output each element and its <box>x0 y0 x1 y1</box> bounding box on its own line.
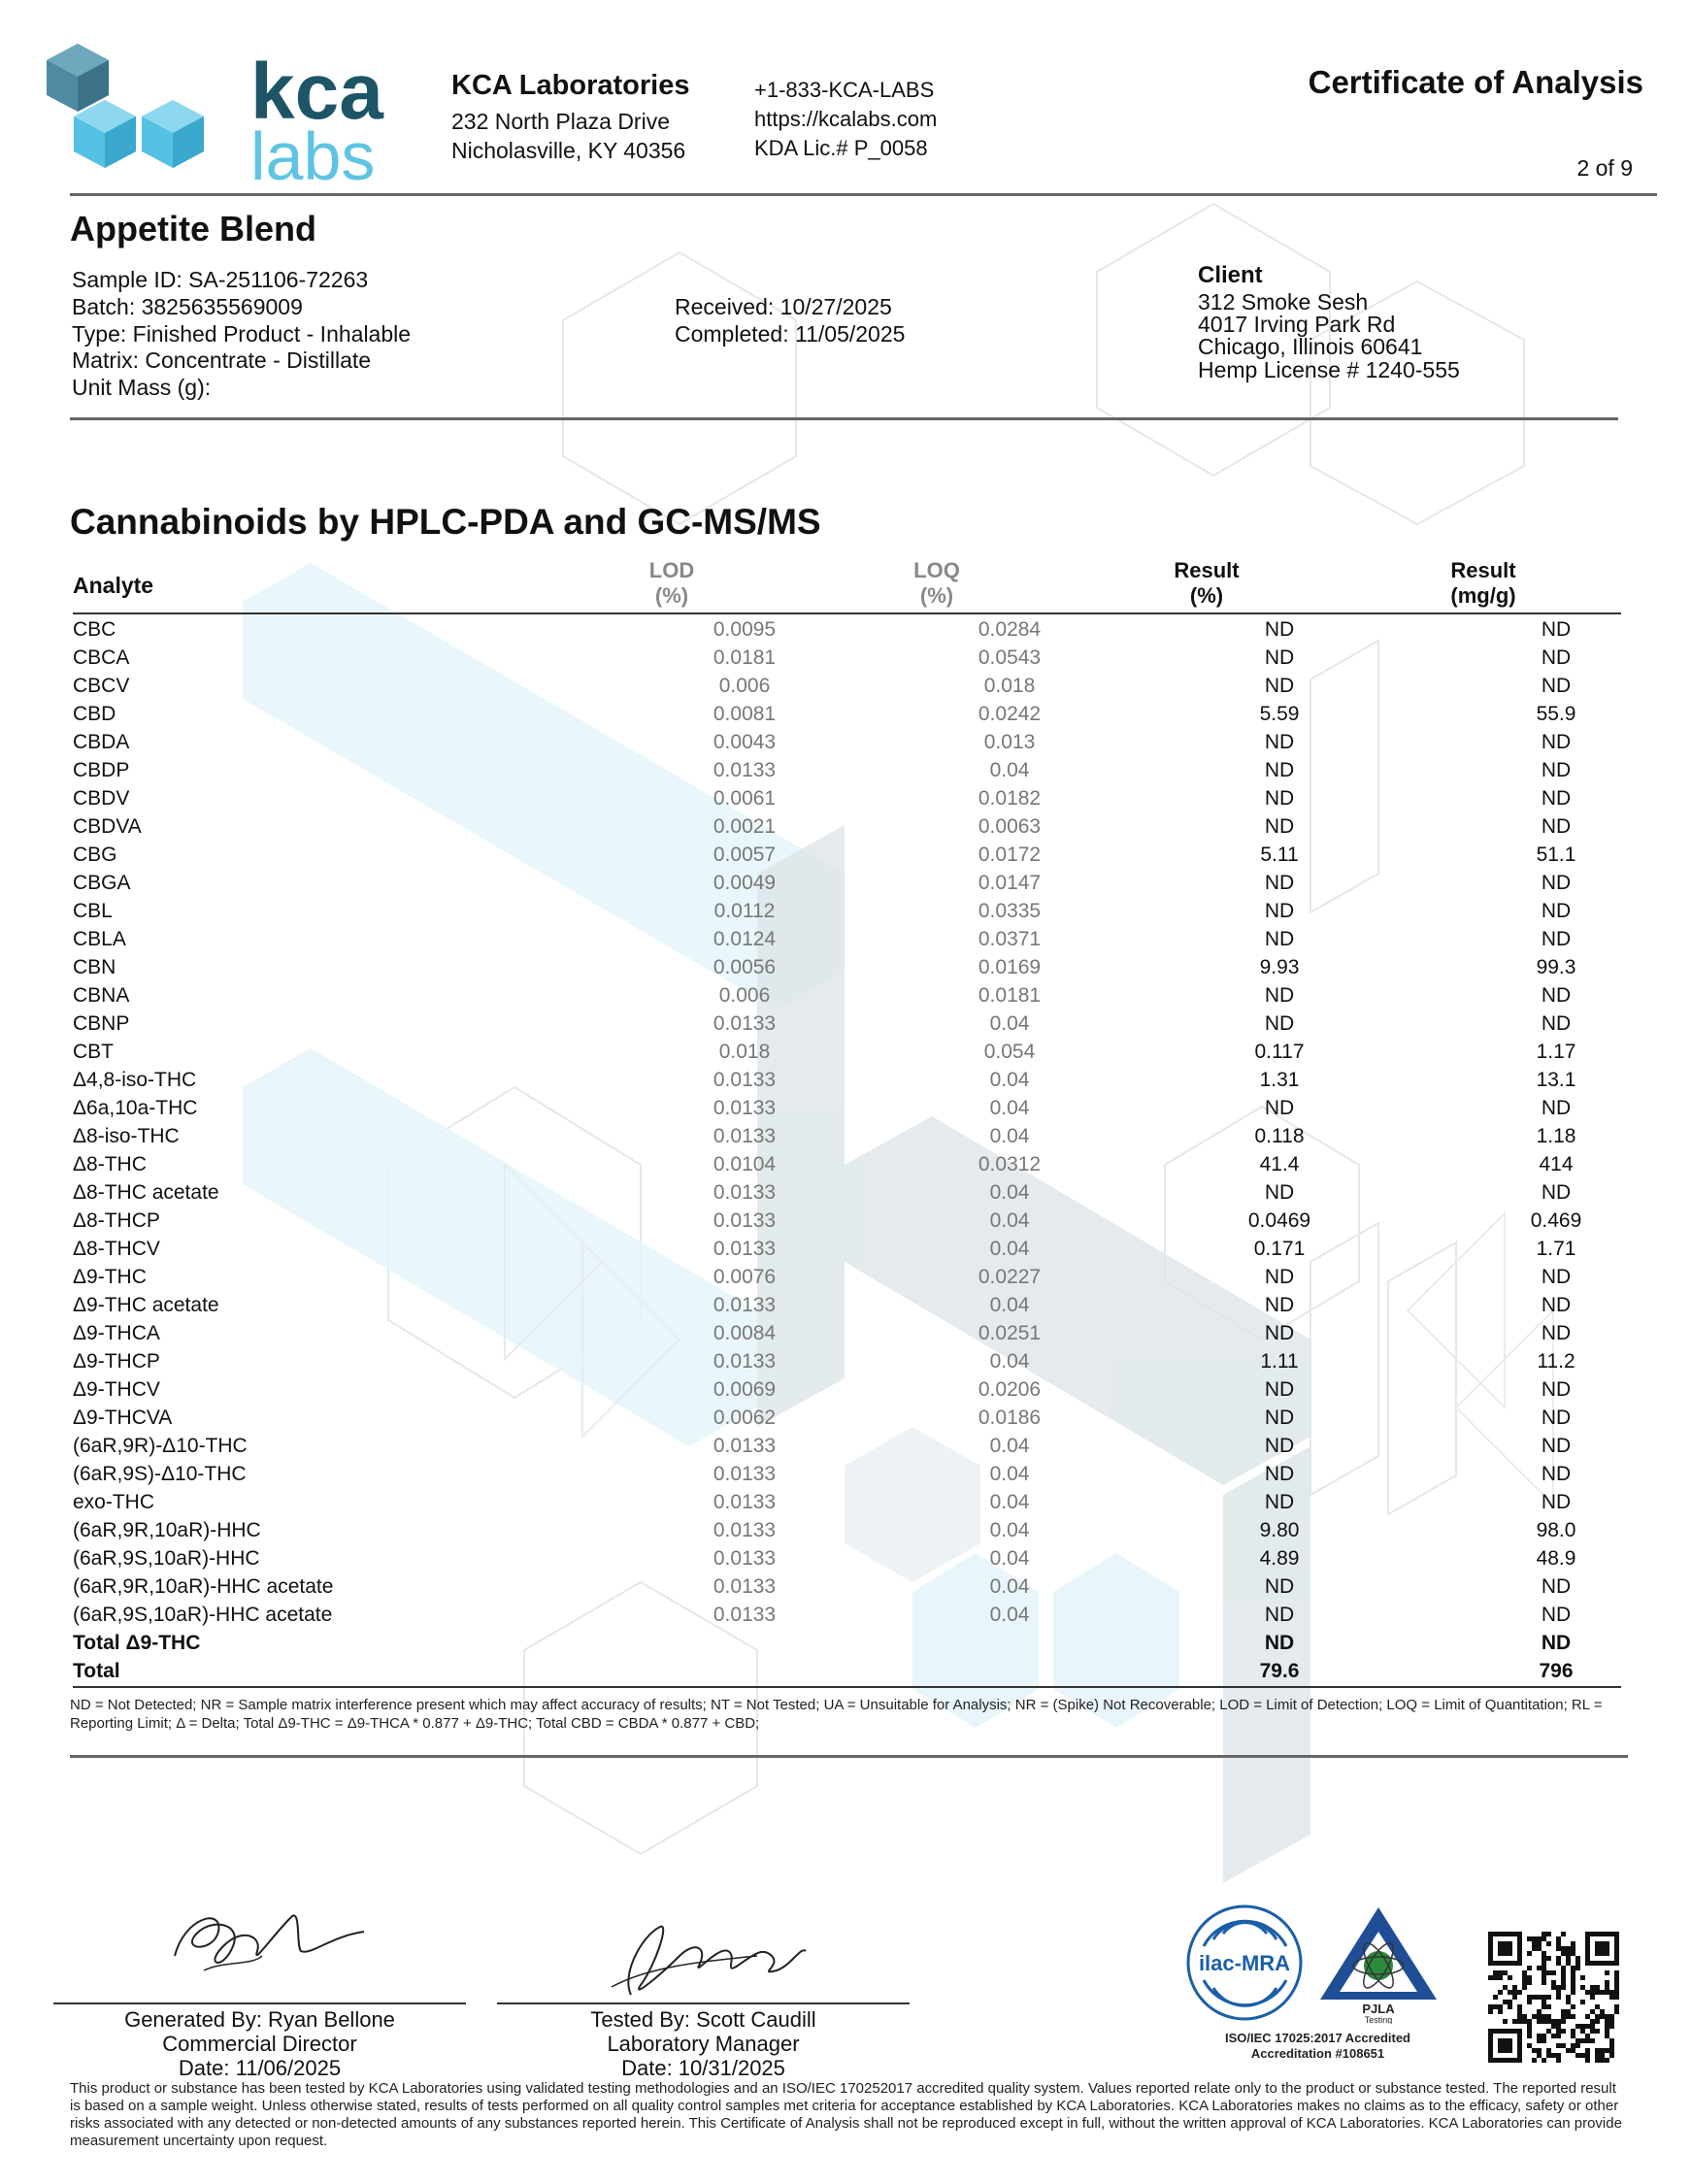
result-pct-cell: 9.93 <box>1259 956 1300 978</box>
total-result-pct-cell: ND <box>1264 1632 1295 1654</box>
loq-cell: 0.04 <box>989 1491 1030 1513</box>
result-mg-cell: ND <box>1541 1012 1572 1035</box>
analyte-cell: Δ8-THC <box>73 1153 147 1175</box>
table-row <box>73 984 1621 1012</box>
client-license: Hemp License # 1240-555 <box>1198 357 1460 382</box>
analyte-cell: CBNP <box>73 1012 130 1035</box>
result-mg-cell: ND <box>1541 1378 1572 1401</box>
client-heading: Client <box>1198 262 1263 288</box>
result-pct-cell: ND <box>1264 1435 1295 1457</box>
analyte-cell: CBT <box>73 1041 114 1063</box>
logo-text-labs: labs <box>250 118 376 184</box>
result-mg-cell: ND <box>1541 1322 1572 1344</box>
loq-cell: 0.04 <box>989 1209 1030 1232</box>
table-row <box>73 759 1621 787</box>
result-pct-cell: ND <box>1264 872 1295 894</box>
lod-cell: 0.0133 <box>713 1069 777 1091</box>
loq-cell: 0.0206 <box>978 1378 1042 1401</box>
result-pct-cell: ND <box>1264 1181 1295 1204</box>
lod-cell: 0.0133 <box>713 1012 777 1035</box>
table-row <box>73 1322 1621 1350</box>
result-pct-cell: ND <box>1264 900 1295 922</box>
loq-cell: 0.0284 <box>978 618 1042 641</box>
result-pct-cell: ND <box>1264 1012 1295 1035</box>
table-row <box>73 1294 1621 1322</box>
loq-cell: 0.0242 <box>978 703 1042 725</box>
result-pct-cell: ND <box>1264 1378 1295 1401</box>
result-mg-cell: ND <box>1541 759 1572 781</box>
result-pct-cell: 0.0469 <box>1247 1209 1311 1232</box>
table-row <box>73 844 1621 872</box>
lod-cell: 0.0133 <box>713 1125 777 1147</box>
qr-code[interactable] <box>1488 1932 1619 2063</box>
analyte-cell: CBLA <box>73 928 126 950</box>
page-number: 2 of 9 <box>1576 155 1633 181</box>
lab-website-link[interactable]: https://kcalabs.com <box>754 107 938 131</box>
signer-1-block <box>53 2007 466 2080</box>
table-row <box>73 675 1621 703</box>
table-row <box>73 646 1621 675</box>
table-row <box>73 1435 1621 1463</box>
loq-cell: 0.04 <box>989 759 1030 781</box>
signer-1-title: Commercial Director <box>162 2032 357 2056</box>
table-row <box>73 1181 1621 1209</box>
loq-cell: 0.04 <box>989 1547 1030 1570</box>
signature-ryan-bellone <box>165 1898 369 1985</box>
lod-cell: 0.0112 <box>713 900 776 922</box>
table-row <box>73 1406 1621 1435</box>
lod-cell: 0.0133 <box>713 1181 777 1204</box>
result-pct-cell: ND <box>1264 984 1295 1007</box>
table-row <box>73 1153 1621 1181</box>
result-mg-cell: ND <box>1541 675 1572 697</box>
table-row <box>73 1012 1621 1041</box>
table-row <box>73 787 1621 815</box>
loq-cell: 0.0371 <box>978 928 1042 950</box>
result-pct-cell: 1.11 <box>1260 1350 1299 1373</box>
header-result-mg: Result (mg/g) <box>1450 558 1516 608</box>
lod-cell: 0.0084 <box>713 1322 777 1344</box>
lod-cell: 0.0133 <box>713 1209 777 1232</box>
total-analyte-cell: Total <box>73 1660 120 1682</box>
result-pct-cell: ND <box>1264 1575 1295 1598</box>
loq-cell: 0.054 <box>983 1041 1036 1063</box>
table-row <box>73 1604 1621 1632</box>
result-mg-cell: 51.1 <box>1536 844 1576 866</box>
result-pct-cell: ND <box>1264 646 1295 669</box>
sample-id: Sample ID: SA-251106-72263 <box>72 267 369 292</box>
analyte-cell: CBNA <box>73 984 130 1007</box>
result-pct-cell: ND <box>1264 787 1295 810</box>
result-mg-cell: ND <box>1541 815 1572 838</box>
result-pct-cell: ND <box>1264 1406 1295 1429</box>
table-row <box>73 1350 1621 1378</box>
loq-cell: 0.013 <box>983 731 1036 753</box>
lod-cell: 0.0133 <box>713 1097 777 1119</box>
loq-cell: 0.04 <box>989 1069 1030 1091</box>
result-pct-cell: ND <box>1264 1463 1295 1485</box>
analyte-cell: exo-THC <box>73 1491 155 1513</box>
total-result-pct-cell: 79.6 <box>1259 1660 1300 1682</box>
result-pct-cell: 41.4 <box>1259 1153 1300 1175</box>
sample-matrix: Matrix: Concentrate - Distillate <box>72 347 372 373</box>
result-mg-cell: ND <box>1541 1266 1572 1288</box>
lod-cell: 0.0133 <box>713 1350 777 1373</box>
received-date: Received: 10/27/2025 <box>675 294 892 319</box>
kca-labs-logo <box>47 39 415 184</box>
footnote-divider <box>70 1755 1628 1758</box>
total-result-mg-cell: ND <box>1541 1632 1572 1654</box>
signer-1-date: Date: 11/06/2025 <box>178 2056 342 2080</box>
analyte-cell: Δ9-THCA <box>73 1322 160 1344</box>
result-pct-cell: 5.59 <box>1259 703 1300 725</box>
result-pct-cell: 4.89 <box>1259 1547 1300 1570</box>
result-mg-cell: ND <box>1541 1491 1572 1513</box>
loq-cell: 0.04 <box>989 1435 1030 1457</box>
signer-2-date: Date: 10/31/2025 <box>621 2056 785 2080</box>
result-pct-cell: ND <box>1264 1491 1295 1513</box>
result-pct-cell: ND <box>1264 1294 1295 1316</box>
logo-text-kca: kca <box>250 48 383 136</box>
analyte-cell: Δ8-THCP <box>73 1209 160 1232</box>
result-mg-cell: ND <box>1541 1604 1572 1626</box>
product-name: Appetite Blend <box>70 209 317 248</box>
loq-cell: 0.018 <box>983 675 1036 697</box>
analyte-cell: (6aR,9R,10aR)-HHC <box>73 1519 261 1541</box>
result-pct-cell: 9.80 <box>1259 1519 1300 1541</box>
lod-cell: 0.006 <box>718 984 771 1007</box>
table-row <box>73 731 1621 759</box>
total-result-mg-cell: 796 <box>1539 1660 1574 1682</box>
lod-cell: 0.0133 <box>713 1519 777 1541</box>
result-mg-cell: ND <box>1541 1575 1572 1598</box>
lod-cell: 0.0133 <box>713 1604 777 1626</box>
loq-cell: 0.04 <box>989 1294 1030 1316</box>
analyte-cell: Δ6a,10a-THC <box>73 1097 198 1119</box>
result-mg-cell: 48.9 <box>1536 1547 1576 1570</box>
result-mg-cell: ND <box>1541 928 1572 950</box>
loq-cell: 0.04 <box>989 1012 1030 1035</box>
lab-name: KCA Laboratories <box>451 70 690 101</box>
lod-cell: 0.0181 <box>713 646 777 669</box>
loq-cell: 0.0335 <box>978 900 1042 922</box>
analyte-cell: Δ9-THCVA <box>73 1406 173 1429</box>
lod-cell: 0.006 <box>718 675 771 697</box>
result-pct-cell: ND <box>1264 731 1295 753</box>
result-mg-cell: ND <box>1541 618 1572 641</box>
result-pct-cell: ND <box>1264 1266 1295 1288</box>
analyte-cell: CBDA <box>73 731 130 753</box>
table-row <box>73 1491 1621 1519</box>
table-row <box>73 928 1621 956</box>
lod-cell: 0.0049 <box>713 872 777 894</box>
result-pct-cell: ND <box>1264 1097 1295 1119</box>
lod-cell: 0.0133 <box>713 1294 777 1316</box>
pjla-badge <box>1315 1903 1442 2024</box>
table-row <box>73 703 1621 731</box>
result-mg-cell: 55.9 <box>1536 703 1576 725</box>
result-mg-cell: ND <box>1541 1294 1572 1316</box>
loq-cell: 0.0543 <box>978 646 1042 669</box>
lod-cell: 0.0133 <box>713 1547 777 1570</box>
loq-cell: 0.04 <box>989 1463 1030 1485</box>
result-mg-cell: ND <box>1541 731 1572 753</box>
lod-cell: 0.0133 <box>713 1238 777 1260</box>
loq-cell: 0.0251 <box>978 1322 1042 1344</box>
result-mg-cell: ND <box>1541 1181 1572 1204</box>
analyte-cell: CBCA <box>73 646 130 669</box>
analyte-cell: CBDP <box>73 759 130 781</box>
loq-cell: 0.04 <box>989 1575 1030 1598</box>
footnote: ND = Not Detected; NR = Sample matrix interference present which may affect accuracy of results; NT = Not Tested; UA = Unsuitable for Analysis; NR = (Spike) Not Recoverable; LOD = Limit of Detection; LOQ = Limit of Quantitation; RL = Reporting Limit; Δ = Delta; Total Δ9-THC = Δ9-THCA * 0.877 + Δ9-THC; Total CBD = CBDA * 0.877 + CBD; <box>70 1697 1603 1732</box>
analyte-cell: CBDVA <box>73 815 142 838</box>
total-row <box>73 1660 1621 1688</box>
analyte-cell: Δ9-THC acetate <box>73 1294 219 1316</box>
analyte-cell: Δ8-THC acetate <box>73 1181 219 1204</box>
lod-cell: 0.0021 <box>713 815 777 838</box>
header-divider <box>70 193 1657 196</box>
result-pct-cell: ND <box>1264 928 1295 950</box>
lab-address-line1: 232 North Plaza Drive <box>451 109 670 134</box>
lod-cell: 0.0057 <box>713 844 777 866</box>
table-row <box>73 618 1621 646</box>
loq-cell: 0.04 <box>989 1604 1030 1626</box>
analyte-cell: (6aR,9S,10aR)-HHC <box>73 1547 260 1570</box>
ilac-mra-badge <box>1184 1903 1306 2024</box>
lod-cell: 0.0069 <box>713 1378 777 1401</box>
loq-cell: 0.04 <box>989 1097 1030 1119</box>
result-mg-cell: 1.71 <box>1536 1238 1576 1260</box>
result-mg-cell: 98.0 <box>1536 1519 1576 1541</box>
analyte-cell: Δ9-THCP <box>73 1350 160 1373</box>
loq-cell: 0.0169 <box>978 956 1042 978</box>
lod-cell: 0.0043 <box>713 731 777 753</box>
signature-line-1 <box>53 2002 466 2004</box>
lod-cell: 0.0095 <box>713 618 777 641</box>
result-pct-cell: ND <box>1264 1604 1295 1626</box>
analyte-cell: CBL <box>73 900 113 922</box>
result-pct-cell: ND <box>1264 815 1295 838</box>
loq-cell: 0.0063 <box>978 815 1042 838</box>
result-pct-cell: ND <box>1264 618 1295 641</box>
completed-date: Completed: 11/05/2025 <box>675 321 906 347</box>
result-mg-cell: 1.18 <box>1536 1125 1576 1147</box>
signer-2-block <box>497 2007 910 2080</box>
result-mg-cell: ND <box>1541 900 1572 922</box>
sample-type: Type: Finished Product - Inhalable <box>72 321 412 347</box>
info-divider <box>70 417 1618 420</box>
unit-mass: Unit Mass (g): <box>72 375 212 400</box>
result-mg-cell: ND <box>1541 1435 1572 1457</box>
loq-cell: 0.04 <box>989 1350 1030 1373</box>
result-mg-cell: ND <box>1541 787 1572 810</box>
svg-text:PJLA: PJLA <box>1362 2002 1395 2016</box>
table-row <box>73 1238 1621 1266</box>
header-analyte: Analyte <box>73 573 154 598</box>
loq-cell: 0.0182 <box>978 787 1042 810</box>
table-row <box>73 1266 1621 1294</box>
client-name: 312 Smoke Sesh <box>1198 289 1369 314</box>
total-row <box>73 1632 1621 1660</box>
analyte-cell: (6aR,9R)-Δ10-THC <box>73 1435 248 1457</box>
document-title: Certificate of Analysis <box>1308 64 1643 100</box>
loq-cell: 0.0227 <box>978 1266 1042 1288</box>
result-mg-cell: ND <box>1541 646 1572 669</box>
result-pct-cell: ND <box>1264 1322 1295 1344</box>
result-pct-cell: 1.31 <box>1259 1069 1300 1091</box>
header-loq: LOQ (%) <box>913 558 960 608</box>
result-mg-cell: 1.17 <box>1536 1041 1576 1063</box>
table-row <box>73 1378 1621 1406</box>
loq-cell: 0.04 <box>989 1181 1030 1204</box>
result-mg-cell: ND <box>1541 1463 1572 1485</box>
analyte-cell: CBGA <box>73 872 131 894</box>
svg-text:ilac-MRA: ilac-MRA <box>1198 1951 1291 1975</box>
signer-2-name: Tested By: Scott Caudill <box>590 2007 816 2032</box>
analyte-cell: (6aR,9R,10aR)-HHC acetate <box>73 1575 334 1598</box>
lod-cell: 0.0124 <box>713 928 777 950</box>
result-pct-cell: 0.171 <box>1253 1238 1306 1260</box>
lod-cell: 0.0056 <box>713 956 777 978</box>
result-pct-cell: ND <box>1264 759 1295 781</box>
table-row <box>73 1125 1621 1153</box>
result-mg-cell: 0.469 <box>1530 1209 1582 1232</box>
lod-cell: 0.0076 <box>713 1266 777 1288</box>
result-mg-cell: 13.1 <box>1536 1069 1576 1091</box>
svg-text:Testing: Testing <box>1364 2015 1393 2024</box>
client-street: 4017 Irving Park Rd <box>1198 312 1396 337</box>
table-row <box>73 956 1621 984</box>
signer-2-title: Laboratory Manager <box>607 2032 800 2056</box>
table-row <box>73 1209 1621 1238</box>
analyte-cell: CBDV <box>73 787 130 810</box>
loq-cell: 0.04 <box>989 1125 1030 1147</box>
iso-accreditation-text: ISO/IEC 17025:2017 Accredited Accreditation #108651 <box>1224 2031 1410 2061</box>
table-row <box>73 1463 1621 1491</box>
loq-cell: 0.0147 <box>978 872 1042 894</box>
result-mg-cell: ND <box>1541 1097 1572 1119</box>
client-city: Chicago, Illinois 60641 <box>1198 334 1423 359</box>
analyte-cell: (6aR,9S,10aR)-HHC acetate <box>73 1604 333 1626</box>
result-mg-cell: 11.2 <box>1537 1350 1575 1373</box>
signature-scott-caudill <box>602 1917 815 2004</box>
signature-line-2 <box>497 2002 910 2004</box>
result-mg-cell: ND <box>1541 984 1572 1007</box>
table-row <box>73 872 1621 900</box>
header-result-pct: Result (%) <box>1174 558 1240 608</box>
loq-cell: 0.04 <box>989 1519 1030 1541</box>
analyte-cell: (6aR,9S)-Δ10-THC <box>73 1463 247 1485</box>
lod-cell: 0.0133 <box>713 1463 777 1485</box>
result-mg-cell: ND <box>1541 1406 1572 1429</box>
analyte-cell: Δ9-THCV <box>73 1378 160 1401</box>
table-bottom-rule <box>73 1686 1621 1688</box>
analyte-cell: CBG <box>73 844 117 866</box>
lod-cell: 0.0133 <box>713 1575 777 1598</box>
batch-number: Batch: 3825635569009 <box>72 294 303 319</box>
lod-cell: 0.0133 <box>713 759 777 781</box>
lab-license: KDA Lic.# P_0058 <box>754 136 928 160</box>
table-row <box>73 1097 1621 1125</box>
table-row <box>73 1519 1621 1547</box>
header-lod: LOD (%) <box>648 558 695 608</box>
lod-cell: 0.0133 <box>713 1491 777 1513</box>
disclaimer: This product or substance has been tested by KCA Laboratories using validated testing methodologies and an ISO/IEC 170252017 accredited quality system. Values reported relate only to the product or substance tested. The reported result is based on a sample weight. Unless otherwise stated, results of tests performed on all quality control samples met criteria for acceptance established by KCA Laboratories. KCA Laboratories makes no claims as to the efficacy, safety or other risks associated with any detected or non-detected amounts of any substances reported herein. This Certificate of Analysis shall not be reproduced except in full, without the written approval of KCA Laboratories. KCA Laboratories can provide measurement uncertainty upon request. <box>70 2080 1622 2149</box>
analyte-cell: CBN <box>73 956 116 978</box>
loq-cell: 0.0172 <box>978 844 1042 866</box>
lod-cell: 0.0061 <box>713 787 777 810</box>
result-pct-cell: ND <box>1264 675 1295 697</box>
analyte-cell: CBD <box>73 703 116 725</box>
result-pct-cell: 0.118 <box>1254 1125 1305 1147</box>
table-row <box>73 1069 1621 1097</box>
result-pct-cell: 5.11 <box>1260 844 1299 866</box>
table-row <box>73 815 1621 844</box>
lod-cell: 0.0133 <box>713 1435 777 1457</box>
analyte-cell: Δ4,8-iso-THC <box>73 1069 197 1091</box>
loq-cell: 0.04 <box>989 1238 1030 1260</box>
analyte-cell: Δ9-THC <box>73 1266 147 1288</box>
result-mg-cell: ND <box>1541 872 1572 894</box>
result-mg-cell: 414 <box>1539 1153 1574 1175</box>
loq-cell: 0.0181 <box>978 984 1042 1007</box>
result-mg-cell: 99.3 <box>1536 956 1576 978</box>
analyte-cell: Δ8-iso-THC <box>73 1125 180 1147</box>
lod-cell: 0.018 <box>718 1041 771 1063</box>
table-header-rule <box>73 612 1621 614</box>
lod-cell: 0.0062 <box>713 1406 777 1429</box>
loq-cell: 0.0186 <box>978 1406 1042 1429</box>
analyte-cell: CBCV <box>73 675 130 697</box>
lod-cell: 0.0104 <box>713 1153 777 1175</box>
total-analyte-cell: Total Δ9-THC <box>73 1632 201 1654</box>
table-row <box>73 1041 1621 1069</box>
signer-1-name: Generated By: Ryan Bellone <box>124 2007 395 2032</box>
lab-phone: +1-833-KCA-LABS <box>754 78 935 102</box>
table-row <box>73 1575 1621 1604</box>
result-pct-cell: 0.117 <box>1254 1041 1305 1063</box>
analyte-cell: CBC <box>73 618 116 641</box>
lod-cell: 0.0081 <box>713 703 777 725</box>
section-title: Cannabinoids by HPLC-PDA and GC-MS/MS <box>70 502 821 542</box>
lab-address-line2: Nicholasville, KY 40356 <box>451 138 686 163</box>
table-row <box>73 1547 1621 1575</box>
analyte-cell: Δ8-THCV <box>73 1238 160 1260</box>
loq-cell: 0.0312 <box>978 1153 1042 1175</box>
table-row <box>73 900 1621 928</box>
